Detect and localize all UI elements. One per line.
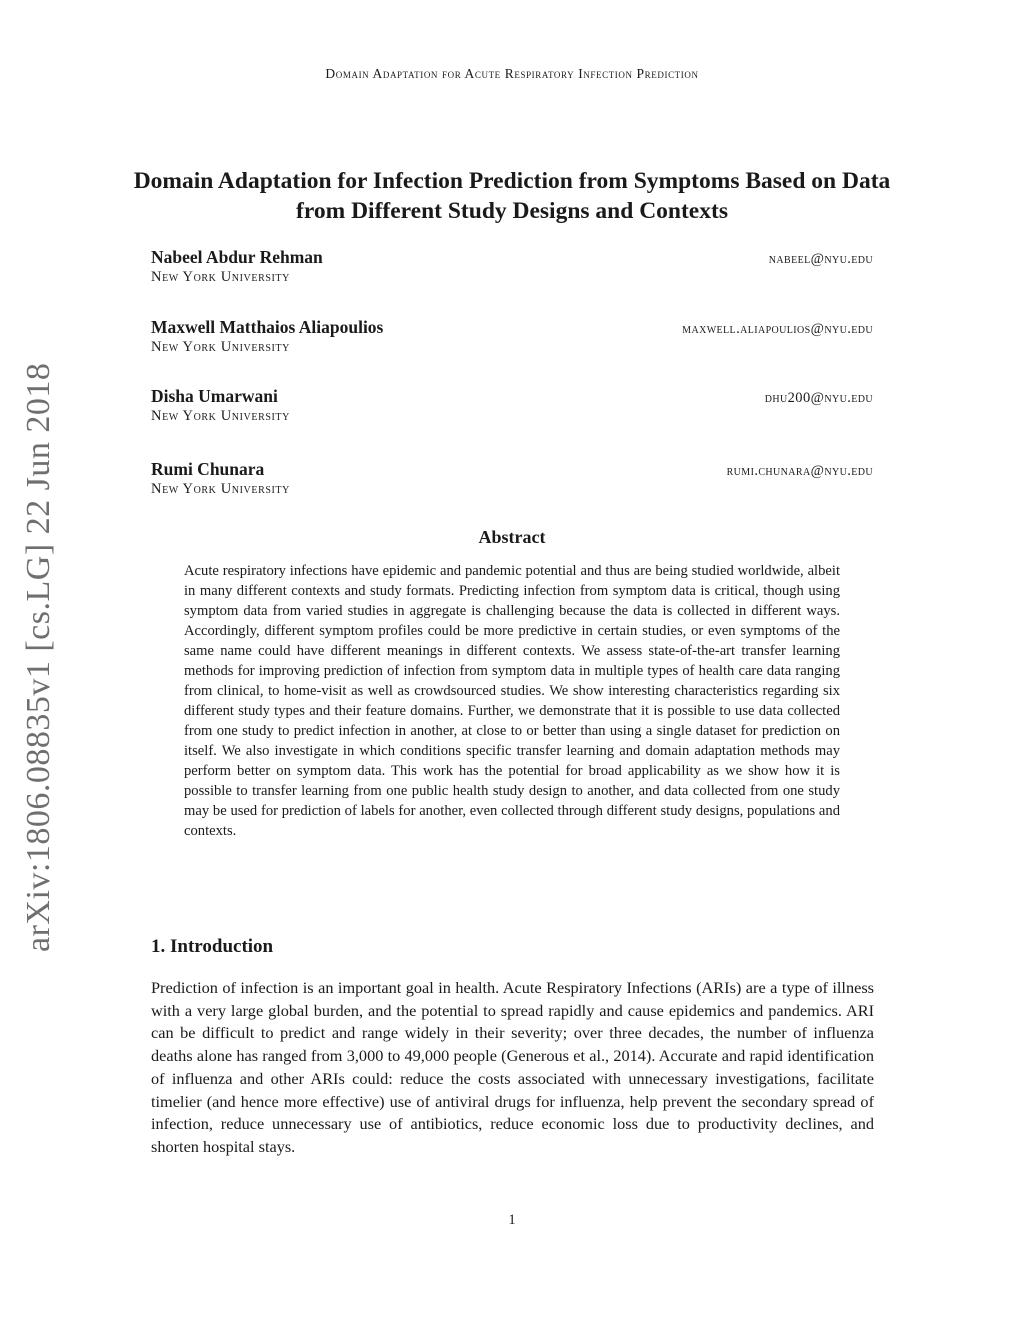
paper-title: Domain Adaptation for Infection Prediction from Symptoms Based on Data from Different Study Designs and Contexts [133,168,891,224]
author-affiliation: New York University [151,269,290,285]
author-name: Maxwell Matthaios Aliapoulios [151,317,384,337]
running-head: Domain Adaptation for Acute Respiratory Infection Prediction [325,66,699,81]
author-block [151,247,873,286]
arxiv-identifier-stamp: arXiv:1806.08835v1 [cs.LG] 22 Jun 2018 [20,362,57,952]
abstract-heading: Abstract [478,527,546,547]
author-email: nabeel@nyu.edu [768,251,873,267]
author-name: Rumi Chunara [151,459,265,479]
author-email: dhu200@nyu.edu [764,390,873,406]
author-email: rumi.chunara@nyu.edu [726,463,873,479]
author-name: Disha Umarwani [151,386,278,406]
author-affiliation: New York University [151,339,290,355]
author-email: maxwell.aliapoulios@nyu.edu [682,321,873,337]
author-block [151,317,873,356]
author-affiliation: New York University [151,481,290,497]
introduction-paragraph: Prediction of infection is an important goal in health. Acute Respiratory Infections (ARIs) are a type of illness with a very large global burden, and the potential to spread rapidly and cause epidemics and pandemics. ARI can be difficult to predict and range widely in their severity; over three decades, the number of influenza deaths alone has ranged from 3,000 to 49,000 people (Generous et al., 2014). Accurate and rapid identification of influenza and other ARIs could: reduce the costs associated with unnecessary investigations, facilitate timelier (and hence more effective) use of antiviral drugs for influenza, help prevent the secondary spread of infection, reduce unnecessary use of antibiotics, reduce economic loss due to productivity declines, and shorten hospital stays. [151,978,874,1156]
author-block [151,459,873,498]
section-heading-introduction: 1. Introduction [151,936,274,957]
author-name: Nabeel Abdur Rehman [151,247,323,267]
page-number: 1 [508,1212,516,1228]
author-affiliation: New York University [151,408,290,424]
author-block [151,386,873,425]
abstract-body: Acute respiratory infections have epidemic and pandemic potential and thus are being studied worldwide, albeit in many different contexts and study formats. Predicting infection from symptom data is critical, though using symptom data from varied studies in aggregate is challenging because the data is collected in different ways. Accordingly, different symptom profiles could be more predictive in certain studies, or even symptoms of the same name could have different meanings in different contexts. We assess state-of-the-art transfer learning methods for improving prediction of infection from symptom data in multiple types of health care data ranging from clinical, to home-visit as well as crowdsourced studies. We show interesting characteristics regarding six different study types and their feature domains. Further, we demonstrate that it is possible to use data collected from one study to predict infection in another, at close to or better than using a single dataset for prediction on itself. We also investigate in which conditions specific transfer learning and domain adaptation methods may perform better on symptom data. This work has the potential for broad applicability as we show how it is possible to transfer learning from one public health study design to another, and data collected from one study may be used for prediction of labels for another, even collected through different study designs, populations and contexts. [184,563,840,839]
